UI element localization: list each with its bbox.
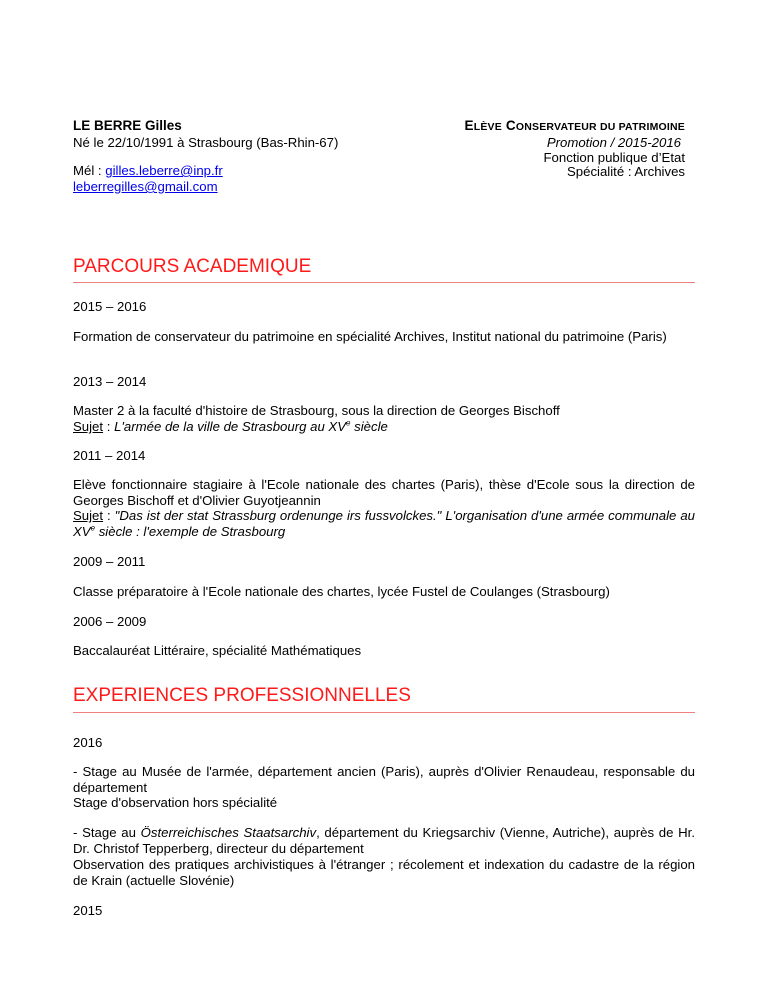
subject-title-b: siècle (350, 419, 388, 434)
stage-2-prefix: - Stage au (73, 825, 141, 840)
professional-year-2: 2015 (73, 903, 103, 918)
subject-title (73, 508, 695, 539)
email-link-gmail[interactable]: leberregilles@gmail.com (73, 179, 218, 194)
section-title-academic: PARCOURS ACADEMIQUE (73, 256, 312, 277)
academic-years-4: 2009 – 2011 (73, 554, 146, 569)
academic-subject-3 (73, 508, 695, 540)
section-title-professional: EXPERIENCES PROFESSIONNELLES (73, 685, 411, 706)
professional-year-1: 2016 (73, 735, 103, 750)
academic-text-4: Classe préparatoire à l'Ecole nationale des chartes, lycée Fustel de Coulanges (Strasbourg) (73, 584, 610, 599)
role-title (465, 118, 685, 135)
stage-2-rest: , département du Kriegsarchiv (Vienne, Autriche), auprès de Hr. Dr. Christof Tepperberg, directeur du département (73, 825, 695, 856)
subject-sup: e (90, 523, 96, 533)
promotion: Promotion / 2015-2016 (546, 135, 681, 150)
stage-2-institution: Österreichisches Staatsarchiv (140, 825, 317, 840)
stage-2-note: Observation des pratiques archivistiques à l'étranger ; récolement et indexation du cadastre de la région de Krain (actuelle Slovénie) (73, 857, 695, 888)
fonction: Fonction publique d’Etat (543, 150, 685, 165)
subject-sup: e (346, 418, 351, 428)
academic-text-2: Master 2 à la faculté d'histoire de Strasbourg, sous la direction de Georges Bischoff (73, 403, 560, 418)
academic-text-5: Baccalauréat Littéraire, spécialité Mathématiques (73, 643, 362, 658)
stage-2-description (73, 825, 695, 857)
role-leve: LÈVE (473, 121, 502, 133)
academic-text-1: Formation de conservateur du patrimoine en spécialité Archives, Institut national du patrimoine (Paris) (73, 329, 667, 344)
subject-title-a: L'armée de la ville de Strasbourg au XV (114, 419, 347, 434)
academic-years-1: 2015 – 2016 (73, 299, 147, 314)
academic-years-5: 2006 – 2009 (73, 614, 147, 629)
subject-title-b: siècle : l'exemple de Strasbourg (95, 524, 286, 539)
academic-years-2: 2013 – 2014 (73, 374, 147, 389)
candidate-name: LE BERRE Gilles (73, 118, 182, 133)
email-line (73, 163, 223, 179)
role-e: E (464, 118, 474, 133)
role-onservateur: ONSERVATEUR DU PATRIMOINE (515, 121, 685, 133)
role-c: C (505, 118, 516, 133)
academic-text-3: Elève fonctionnaire stagiaire à l'Ecole nationale des chartes (Paris), thèse d'Ecole sous la direction de Georges Bischoff et d'Olivier Guyotjeannin (73, 477, 695, 508)
section-rule-academic (73, 282, 695, 283)
subject-title (114, 419, 388, 434)
stage-1-note: Stage d'observation hors spécialité (73, 795, 278, 810)
subject-label: Sujet (73, 508, 104, 523)
birth-info: Né le 22/10/1991 à Strasbourg (Bas-Rhin-67) (73, 135, 339, 150)
subject-title-a: "Das ist der stat Strassburg ordenunge irs fussvolckes." L'organisation d'une armée communale au XV (73, 508, 695, 539)
academic-subject-2 (73, 419, 695, 435)
email-link-inp[interactable]: gilles.leberre@inp.fr (105, 163, 223, 178)
academic-years-3: 2011 – 2014 (73, 448, 146, 463)
section-rule-professional (73, 712, 695, 713)
subject-sep: : (103, 419, 115, 434)
specialite: Spécialité : Archives (566, 164, 685, 179)
stage-1-description: - Stage au Musée de l'armée, département ancien (Paris), auprès d'Olivier Renaudeau, responsable du département (73, 764, 695, 795)
email-line-2 (73, 179, 218, 195)
mail-label: Mél : (73, 163, 106, 178)
subject-sep: : (103, 508, 115, 523)
subject-label: Sujet (73, 419, 104, 434)
